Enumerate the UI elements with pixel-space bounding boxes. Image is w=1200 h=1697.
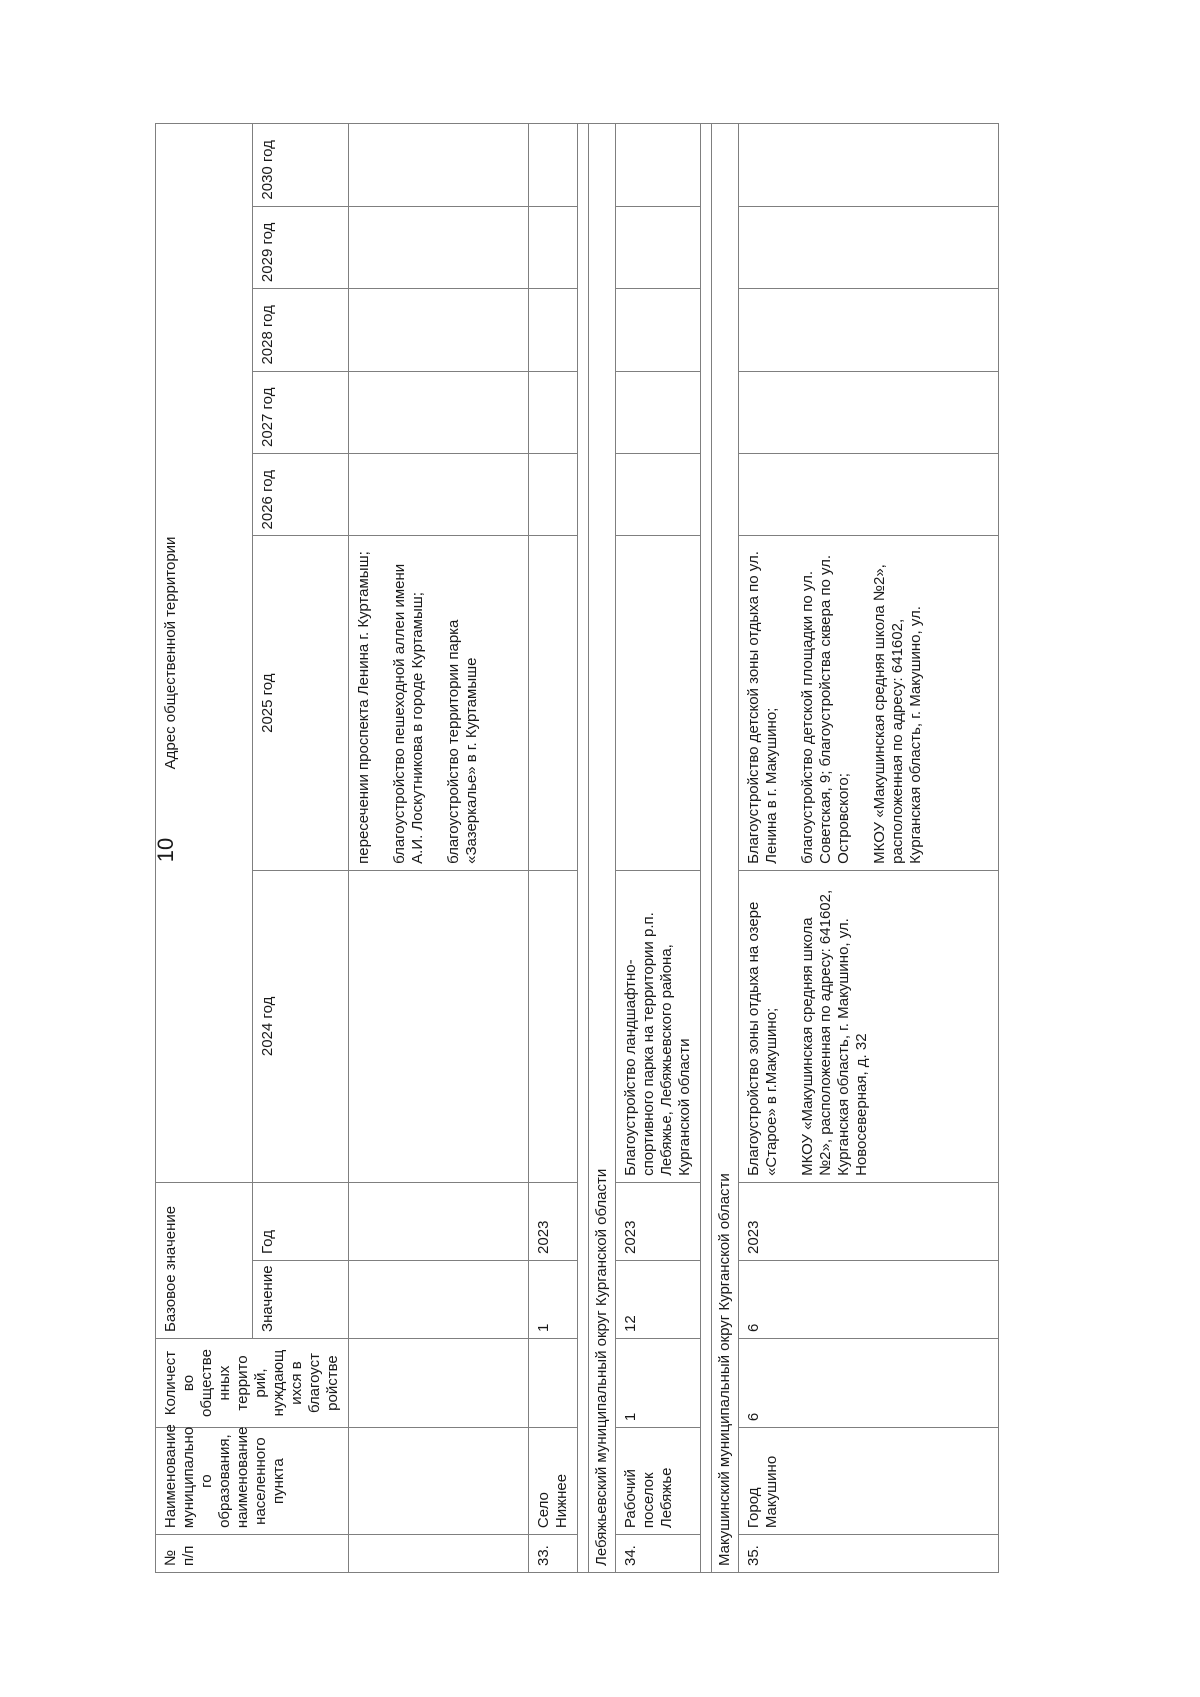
header-base-value: Значение xyxy=(252,1260,349,1338)
list-item: благоустройство детской площадки по ул. Советская, 9; благоустройства сквера по ул. Островского; xyxy=(799,554,852,864)
cell-2024 xyxy=(739,870,999,1182)
cell-num: 34. xyxy=(616,1535,701,1573)
list-item: Благоустройство зоны отдыха на озере «Старое» в г.Макушино; xyxy=(745,901,780,1176)
list-item: Благоустройство детской зоны отдыха по ул. Ленина в г. Макушино; xyxy=(745,551,780,864)
rotated-table-container xyxy=(155,123,1075,1573)
cell-num: 33. xyxy=(529,1535,578,1573)
cell-year: 2023 xyxy=(616,1182,701,1260)
header-name: Наименование муниципально го образования, наименование населенного пункта xyxy=(156,1428,349,1535)
header-2030: 2030 год xyxy=(252,124,349,207)
list-item: благоустройство территории парка «Зазеркалье» в г. Куртамыше xyxy=(445,619,480,864)
cell-year: 2023 xyxy=(529,1182,578,1260)
header-2024: 2024 год xyxy=(252,870,349,1182)
cell-2024: Благоустройство ландшафтно-спортивного парка на территории р.п. Лебяжье, Лебяжьевского района, Курганской области xyxy=(616,870,701,1182)
list-item: благоустройство пешеходной аллеи имени А.И. Лоскутникова в городе Куртамыш; xyxy=(391,563,426,864)
cell-2025 xyxy=(739,536,999,870)
header-base-year: Год xyxy=(252,1182,349,1260)
cell-num: 35. xyxy=(739,1535,999,1573)
header-2027: 2027 год xyxy=(252,371,349,453)
header-num: № п/п xyxy=(156,1535,349,1573)
cell-name: Село Нижнее xyxy=(529,1428,578,1535)
header-row-1 xyxy=(156,124,253,1573)
cell-name: Рабочий поселок Лебяжье xyxy=(616,1428,701,1535)
list-item: МКОУ «Макушинская средняя школа №2», расположенная по адресу: 641602, Курганская область, г. Макушино, ул. xyxy=(871,564,924,864)
header-2025: 2025 год xyxy=(252,536,349,870)
table-row-continuation xyxy=(349,124,529,1573)
cell-value: 6 xyxy=(739,1260,999,1338)
header-2028: 2028 год xyxy=(252,289,349,371)
header-base: Базовое значение xyxy=(156,1182,253,1338)
cell-value: 1 xyxy=(529,1260,578,1338)
cell-2025 xyxy=(349,536,529,870)
list-item: пересечении проспекта Ленина г. Куртамыш; xyxy=(355,551,372,864)
cell-count: 1 xyxy=(616,1338,701,1427)
section-row-makush xyxy=(712,124,739,1573)
cell-value: 12 xyxy=(616,1260,701,1338)
cell-count xyxy=(529,1338,578,1427)
cell-name: Город Макушино xyxy=(739,1428,999,1535)
page-number: 10 xyxy=(153,837,178,863)
section-row-lebyazh xyxy=(589,124,616,1573)
territories-table xyxy=(155,123,999,1573)
cell-year: 2023 xyxy=(739,1182,999,1260)
header-address: Адрес общественной территории xyxy=(156,124,253,1183)
header-count: Количест во обществе нных террито рий, нуждающ ихся в благоуст ройстве xyxy=(156,1338,349,1427)
header-2029: 2029 год xyxy=(252,206,349,288)
table-row-35 xyxy=(739,124,999,1573)
table-row-34 xyxy=(616,124,701,1573)
header-2026: 2026 год xyxy=(252,454,349,536)
section-title: Лебяжьевский муниципальный округ Курганской области xyxy=(589,124,616,1573)
cell-count: 6 xyxy=(739,1338,999,1427)
list-item: МКОУ «Макушинская средняя школа №2», расположенная по адресу: 641602, Курганская область, г. Макушино, ул. Новосеверная, д. 32 xyxy=(799,889,870,1176)
table-row-33 xyxy=(529,124,578,1573)
section-title: Макушинский муниципальный округ Курганской области xyxy=(712,124,739,1573)
